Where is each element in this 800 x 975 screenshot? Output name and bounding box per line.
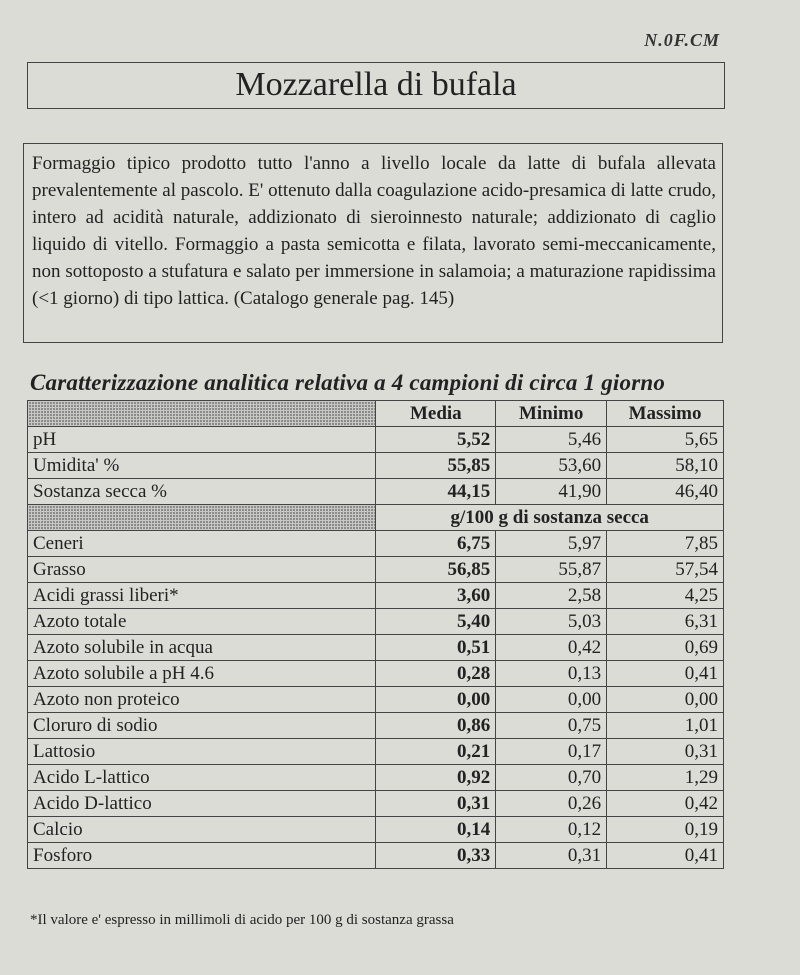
table-row [28, 817, 724, 843]
row-max-value: 0,42 [607, 791, 724, 817]
section-title: Caratterizzazione analitica relativa a 4 campioni di circa 1 giorno [30, 370, 666, 395]
row-label: Grasso [28, 557, 376, 583]
table-row [28, 453, 724, 479]
row-label: Azoto solubile a pH 4.6 [28, 661, 376, 687]
table-row [28, 531, 724, 557]
row-max-value: 5,65 [607, 427, 724, 453]
row-max-value: 0,19 [607, 817, 724, 843]
row-label: Acido D-lattico [28, 791, 376, 817]
row-min-value: 0,75 [496, 713, 607, 739]
row-media-value: 0,21 [376, 739, 496, 765]
header-media: Media [376, 401, 496, 427]
header-blank-cell [28, 401, 376, 427]
row-min-value: 0,17 [496, 739, 607, 765]
table-row [28, 765, 724, 791]
row-media-value: 3,60 [376, 583, 496, 609]
row-min-value: 2,58 [496, 583, 607, 609]
row-label: Acidi grassi liberi* [28, 583, 376, 609]
document-code: N.0F.CM [644, 30, 720, 50]
row-min-value: 0,31 [496, 843, 607, 869]
row-min-value: 0,42 [496, 635, 607, 661]
row-max-value: 46,40 [607, 479, 724, 505]
row-label: Calcio [28, 817, 376, 843]
row-min-value: 5,97 [496, 531, 607, 557]
row-min-value: 55,87 [496, 557, 607, 583]
header-minimo: Minimo [496, 401, 607, 427]
table-row [28, 583, 724, 609]
row-media-value: 5,40 [376, 609, 496, 635]
row-max-value: 0,41 [607, 843, 724, 869]
row-media-value: 56,85 [376, 557, 496, 583]
row-label: Acido L-lattico [28, 765, 376, 791]
row-min-value: 41,90 [496, 479, 607, 505]
unit-row [28, 505, 724, 531]
row-media-value: 0,00 [376, 687, 496, 713]
row-media-value: 55,85 [376, 453, 496, 479]
row-max-value: 57,54 [607, 557, 724, 583]
table-row [28, 713, 724, 739]
header-massimo: Massimo [607, 401, 724, 427]
row-label: Cloruro di sodio [28, 713, 376, 739]
unit-label: g/100 g di sostanza secca [376, 505, 724, 531]
table-row [28, 479, 724, 505]
row-label: pH [28, 427, 376, 453]
row-min-value: 5,46 [496, 427, 607, 453]
row-max-value: 7,85 [607, 531, 724, 557]
row-max-value: 6,31 [607, 609, 724, 635]
row-max-value: 0,69 [607, 635, 724, 661]
row-min-value: 0,13 [496, 661, 607, 687]
row-label: Azoto totale [28, 609, 376, 635]
row-media-value: 0,51 [376, 635, 496, 661]
row-media-value: 6,75 [376, 531, 496, 557]
table-row [28, 843, 724, 869]
row-media-value: 0,33 [376, 843, 496, 869]
row-media-value: 0,14 [376, 817, 496, 843]
row-min-value: 0,70 [496, 765, 607, 791]
page-title: Mozzarella di bufala [27, 62, 725, 109]
table-row [28, 609, 724, 635]
row-label: Umidita' % [28, 453, 376, 479]
analysis-table [27, 400, 724, 869]
row-media-value: 5,52 [376, 427, 496, 453]
row-max-value: 1,29 [607, 765, 724, 791]
row-label: Sostanza secca % [28, 479, 376, 505]
unit-row-blank-cell [28, 505, 376, 531]
row-label: Fosforo [28, 843, 376, 869]
table-row [28, 739, 724, 765]
row-min-value: 53,60 [496, 453, 607, 479]
footnote: *Il valore e' espresso in millimoli di acido per 100 g di sostanza grassa [30, 912, 454, 928]
row-label: Azoto non proteico [28, 687, 376, 713]
row-media-value: 44,15 [376, 479, 496, 505]
table-row [28, 791, 724, 817]
row-label: Azoto solubile in acqua [28, 635, 376, 661]
table-row [28, 687, 724, 713]
table-row [28, 661, 724, 687]
row-max-value: 0,41 [607, 661, 724, 687]
row-max-value: 0,31 [607, 739, 724, 765]
table-row [28, 557, 724, 583]
row-media-value: 0,31 [376, 791, 496, 817]
row-label: Lattosio [28, 739, 376, 765]
row-min-value: 0,26 [496, 791, 607, 817]
table-row [28, 427, 724, 453]
table-header-row [28, 401, 724, 427]
row-max-value: 58,10 [607, 453, 724, 479]
row-label: Ceneri [28, 531, 376, 557]
description-box: Formaggio tipico prodotto tutto l'anno a livello locale da latte di bufala allevata prevalentemente al pascolo. E' ottenuto dalla coagulazione acido-presamica di latte crudo, intero ad acidità naturale, addizionato di sieroinnesto naturale; addizionato di caglio liquido di vitello. Formaggio a pasta semicotta e filata, lavorato semi-meccanicamente, non sottoposto a stufatura e salato per immersione in salamoia; a maturazione rapidissima (<1 giorno) di tipo lattica. (Catalogo generale pag. 145) [23, 143, 723, 343]
row-media-value: 0,92 [376, 765, 496, 791]
row-max-value: 4,25 [607, 583, 724, 609]
table-row [28, 635, 724, 661]
row-min-value: 0,12 [496, 817, 607, 843]
row-media-value: 0,86 [376, 713, 496, 739]
row-min-value: 0,00 [496, 687, 607, 713]
row-media-value: 0,28 [376, 661, 496, 687]
row-min-value: 5,03 [496, 609, 607, 635]
row-max-value: 0,00 [607, 687, 724, 713]
row-max-value: 1,01 [607, 713, 724, 739]
